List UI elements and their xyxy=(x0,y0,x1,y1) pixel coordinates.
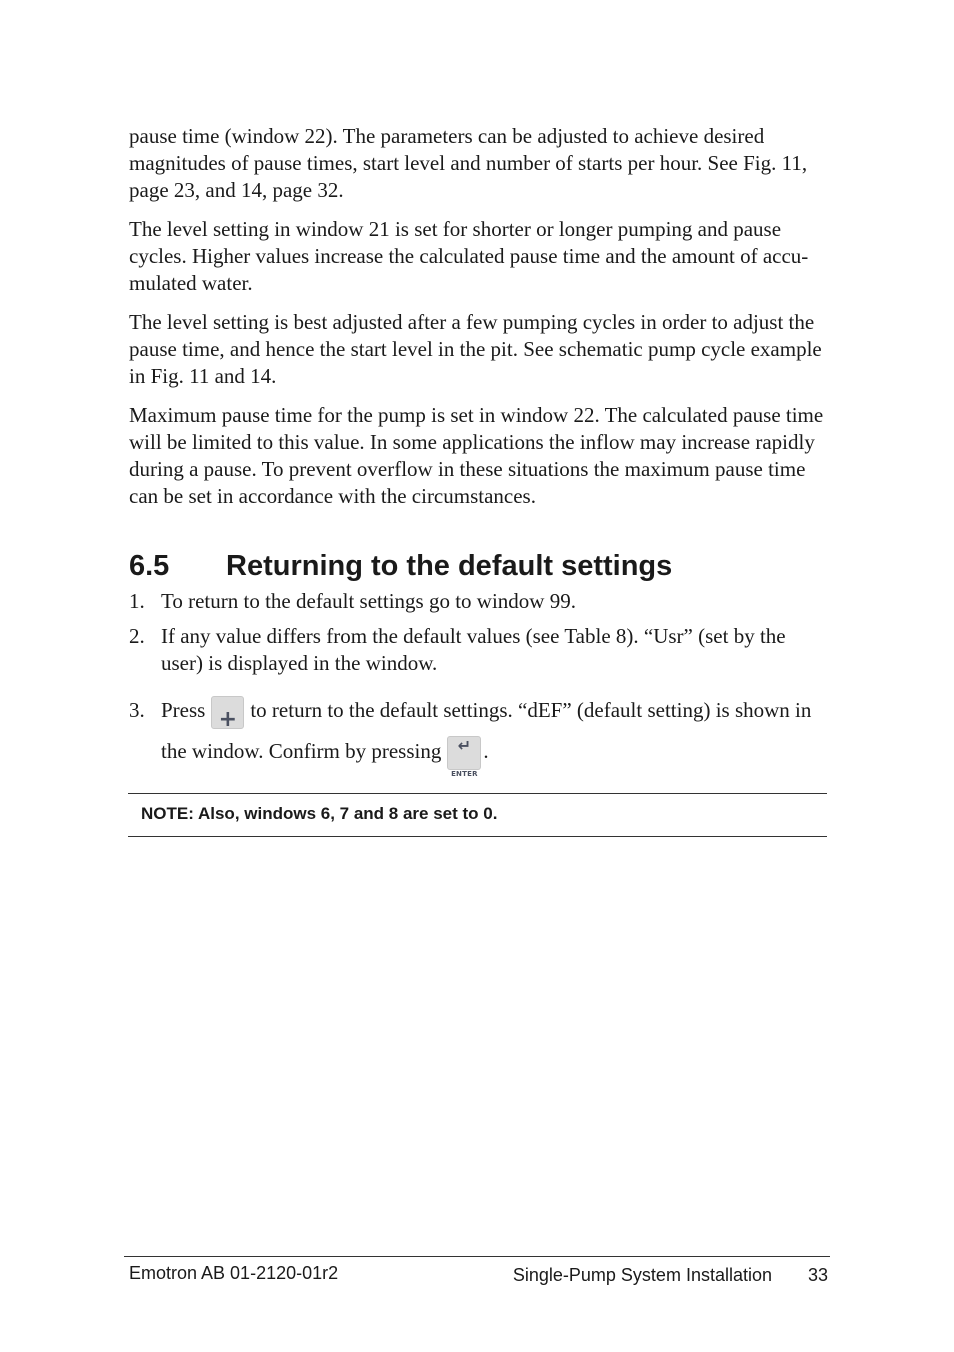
step-text-after: . xyxy=(483,739,489,763)
page-number: 33 xyxy=(807,1265,828,1285)
plus-key-icon: + xyxy=(211,696,244,729)
enter-key-icon: ↵ ENTER xyxy=(447,736,481,770)
step-text-middle: to return to the default settings. “dEF” (default setting) is shown in the window. Confirm by pressing xyxy=(161,698,812,763)
section-title: Returning to the default settings xyxy=(226,550,673,582)
step-text: If any value differs from the default values (see Table 8). “Usr” (set by the user) is displayed in the window. xyxy=(161,624,786,675)
paragraph-pause-time: pause time (window 22). The parameters can be adjusted to achieve desired magnitudes of pause times, start level and number of starts per hour. See Fig. 11, page 23, and 14, page 32. xyxy=(129,124,808,202)
step-text: To return to the default settings go to window 99. xyxy=(161,589,576,613)
section-number: 6.5 xyxy=(129,550,170,582)
note-box xyxy=(128,793,827,837)
paragraph-max-pause: Maximum pause time for the pump is set in window 22. The calculated pause time will be limited to this value. In some applications the inflow may increase rapidly during a pause. To prevent overflow in these situations the maximum pause time can be set in accordance with the circumstances. xyxy=(129,403,824,508)
paragraph-level-adjust: The level setting is best adjusted after a few pumping cycles in order to adjust the pause time, and hence the start level in the pit. See schematic pump cycle example in Fig. 11 and 14. xyxy=(129,310,822,388)
footer-document-id: Emotron AB 01-2120-01r2 xyxy=(129,1263,339,1283)
note-text: NOTE: Also, windows 6, 7 and 8 are set to 0. xyxy=(141,804,498,823)
footer-title: Single-Pump System Installation xyxy=(512,1265,772,1285)
section-heading xyxy=(129,546,672,586)
paragraph-level-setting: The level setting in window 21 is set for shorter or longer pumping and pause cycles. Higher values increase the calculated pause time and the amount of accu-mulated water. xyxy=(129,217,809,295)
step-text-before: Press xyxy=(161,698,206,722)
step-number: 3. xyxy=(129,698,145,722)
step-text xyxy=(161,690,829,779)
step-number: 1. xyxy=(129,589,145,613)
footer-divider xyxy=(124,1256,830,1257)
step-number: 2. xyxy=(129,624,145,648)
